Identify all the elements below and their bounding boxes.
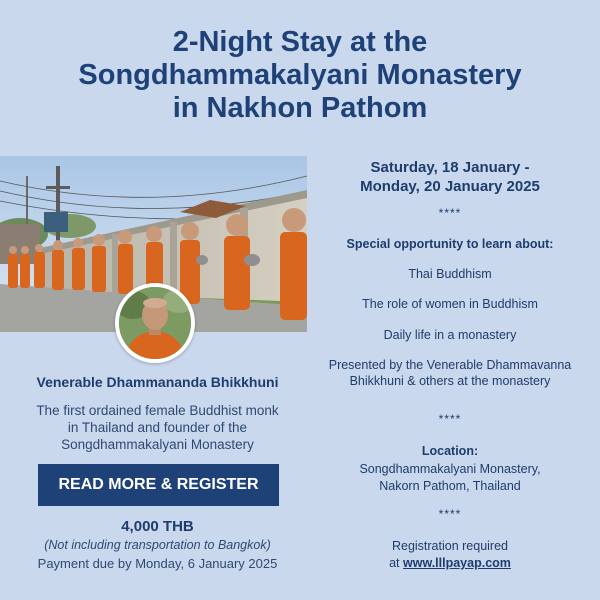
presented-by: Presented by the Venerable Dhammavanna Bhikkhuni & others at the monastery [328, 358, 572, 388]
event-dates [320, 158, 580, 196]
title-line-3: in Nakhon Pathom [172, 92, 428, 124]
topic-item: Daily life in a monastery [383, 328, 517, 342]
separator: **** [438, 507, 462, 521]
topic-item: Thai Buddhism [408, 267, 492, 281]
title-line-1: 2-Night Stay at the [172, 26, 428, 58]
registration-text: Registration required [391, 539, 509, 553]
price: 4,000 THB [121, 518, 194, 535]
title-line-2: Songdhammakalyani Monastery [78, 59, 522, 91]
portrait-illustration [119, 287, 191, 359]
price-note: (Not including transportation to Bangkok) [44, 538, 271, 552]
topic-item: The role of women in Buddhism [362, 297, 538, 311]
location-label: Location: [421, 444, 479, 458]
person-name: Venerable Dhammananda Bhikkhuni [36, 374, 279, 390]
page-title [0, 26, 600, 125]
location-value [320, 461, 580, 495]
location-line-1: Songdhammakalyani Monastery, [359, 462, 541, 476]
registration-info [320, 538, 580, 572]
event-dates-end: Monday, 20 January 2025 [360, 178, 540, 195]
event-dates-start: Saturday, 18 January - [370, 159, 530, 176]
location-line-2: Nakorn Pathom, Thailand [379, 479, 521, 493]
registration-link-line [320, 555, 580, 572]
person-description: The first ordained female Buddhist monk in Thailand and founder of the Songdhammakalyani Monastery [36, 403, 279, 452]
special-opportunity-heading: Special opportunity to learn about: [346, 237, 554, 251]
registration-link[interactable]: www.lllpayap.com [403, 556, 511, 570]
registration-at: at [389, 556, 403, 570]
separator: **** [438, 206, 462, 220]
separator: **** [438, 412, 462, 426]
read-more-register-button[interactable]: READ MORE & REGISTER [38, 464, 279, 506]
payment-deadline: Payment due by Monday, 6 January 2025 [37, 556, 278, 571]
avatar [115, 283, 195, 363]
